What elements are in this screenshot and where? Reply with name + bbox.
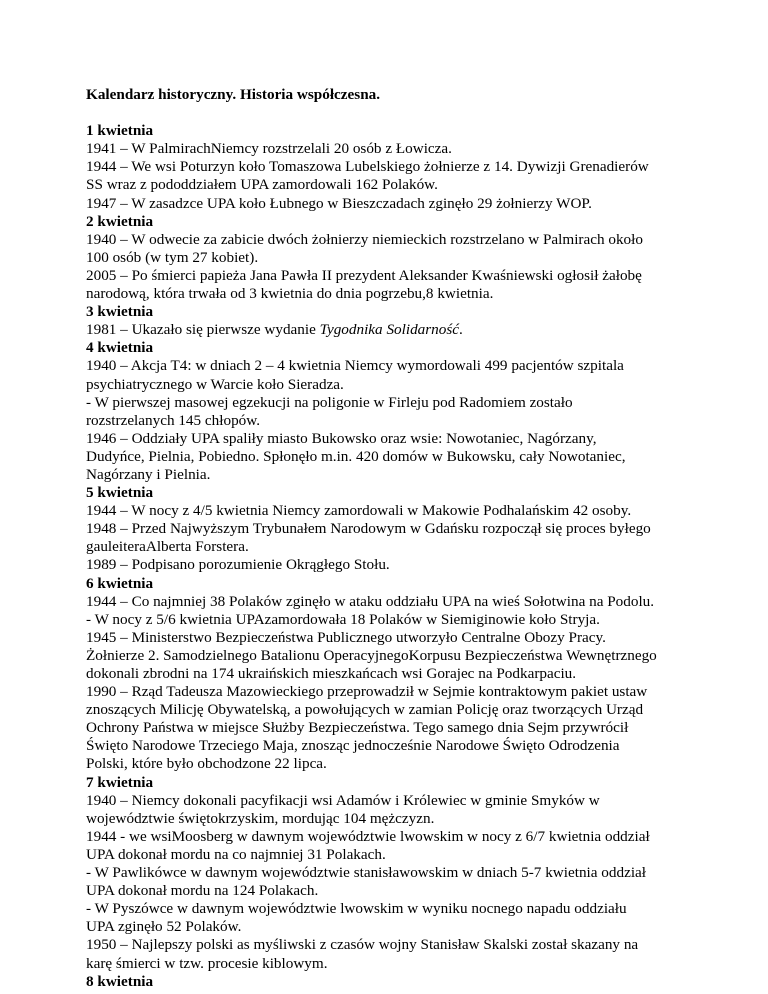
calendar-entry bbox=[86, 900, 726, 936]
entry-line: Święto Narodowe Trzeciego Maja, znosząc jednocześnie Narodowe Święto Odrodzenia bbox=[86, 737, 620, 755]
calendar-entry bbox=[86, 683, 726, 773]
entry-line: 1989 – Podpisano porozumienie Okrągłego Stołu. bbox=[86, 556, 390, 574]
entry-line: 100 osób (w tym 27 kobiet). bbox=[86, 248, 259, 266]
entry-line: 1944 – Co najmniej 38 Polaków zginęło w ataku oddziału UPA na wieś Sołotwina na Podolu. bbox=[86, 592, 655, 610]
entry-line: 1941 – W PalmirachNiemcy rozstrzelali 20 osób z Łowicza. bbox=[86, 140, 452, 158]
day-heading: 2 kwietnia bbox=[86, 212, 154, 230]
calendar-entry bbox=[86, 231, 726, 267]
calendar-entry bbox=[86, 936, 726, 972]
calendar-entry bbox=[86, 502, 726, 520]
entry-line: - W pierwszej masowej egzekucji na poligonie w Firleju pod Radomiem zostało bbox=[86, 393, 573, 411]
entry-line: 1950 – Najlepszy polski as myśliwski z czasów wojny Stanisław Skalski został skazany na bbox=[86, 936, 639, 954]
entry-line: narodową, która trwała od 3 kwietnia do dnia pogrzebu,8 kwietnia. bbox=[86, 285, 494, 303]
entry-line: 1946 – Oddziały UPA spaliły miasto Bukowsko oraz wsie: Nowotaniec, Nagórzany, bbox=[86, 429, 597, 447]
entry-line: Dudyńce, Pielnia, Pobiedno. Spłonęło m.in. 420 domów w Bukowsku, cały Nowotaniec, bbox=[86, 447, 626, 465]
entry-line: - W nocy z 5/6 kwietnia UPAzamordowała 18 Polaków w Siemiginowie koło Stryja. bbox=[86, 610, 600, 628]
entry-line: 1947 – W zasadzce UPA koło Łubnego w Bieszczadach zginęło 29 żołnierzy WOP. bbox=[86, 194, 592, 212]
calendar-entry bbox=[86, 158, 726, 194]
calendar-entry bbox=[86, 647, 726, 683]
calendar-entry bbox=[86, 430, 726, 484]
calendar-entry bbox=[86, 611, 726, 629]
entry-line: - W Pyszówce w dawnym województwie lwowskim w wyniku nocnego napadu oddziału bbox=[86, 900, 627, 918]
day-heading: 7 kwietnia bbox=[86, 773, 154, 791]
entry-line: gauleiteraAlberta Forstera. bbox=[86, 538, 249, 556]
entry-line: 1940 – Akcja T4: w dniach 2 – 4 kwietnia Niemcy wymordowali 499 pacjentów szpitala bbox=[86, 357, 624, 375]
entry-line: UPA dokonał mordu na co najmniej 31 Polakach. bbox=[86, 845, 386, 863]
entry-line: psychiatrycznego w Warcie koło Sieradza. bbox=[86, 375, 344, 393]
day-heading: 4 kwietnia bbox=[86, 339, 154, 357]
entry-line: Żołnierze 2. Samodzielnego Batalionu OperacyjnegoKorpusu Bezpieczeństwa Wewnętrznego bbox=[86, 646, 657, 664]
entry-line: znoszących Milicję Obywatelską, a powołujących w zamian Policję oraz tworzących Urząd bbox=[86, 701, 644, 719]
document-title: Kalendarz historyczny. Historia współczesna. bbox=[86, 86, 381, 103]
calendar-entry bbox=[86, 629, 726, 647]
calendar-entry bbox=[86, 792, 726, 828]
entry-line: 1940 – W odwecie za zabicie dwóch żołnierzy niemieckich rozstrzelano w Palmirach około bbox=[86, 230, 643, 248]
day-heading: 6 kwietnia bbox=[86, 574, 154, 592]
entry-text: . bbox=[459, 321, 463, 339]
calendar-content bbox=[86, 122, 726, 991]
entry-line: 1948 – Przed Najwyższym Trybunałem Narodowym w Gdańsku rozpoczął się proces byłego bbox=[86, 520, 651, 538]
calendar-entry bbox=[86, 864, 726, 900]
entry-line: 1944 – W nocy z 4/5 kwietnia Niemcy zamordowali w Makowie Podhalańskim 42 osoby. bbox=[86, 502, 632, 520]
day-heading: 8 kwietnia bbox=[86, 972, 154, 990]
entry-line: Polski, które było obchodzone 22 lipca. bbox=[86, 755, 327, 773]
entry-line: karę śmierci w tzw. procesie kiblowym. bbox=[86, 954, 328, 972]
entry-line: 1944 - we wsiMoosberg w dawnym województwie lwowskim w nocy z 6/7 kwietnia oddział bbox=[86, 827, 650, 845]
calendar-entry bbox=[86, 394, 726, 430]
day-heading: 3 kwietnia bbox=[86, 303, 154, 321]
entry-line: Ochrony Państwa w miejsce Służby Bezpieczeństwa. Tego samego dnia Sejm przywrócił bbox=[86, 719, 629, 737]
entry-line: Nagórzany i Pielnia. bbox=[86, 465, 211, 483]
entry-line: SS wraz z pododdziałem UPA zamordowali 162 Polaków. bbox=[86, 176, 438, 194]
calendar-entry bbox=[86, 357, 726, 393]
calendar-entry bbox=[86, 556, 726, 574]
entry-line: 1945 – Ministerstwo Bezpieczeństwa Publicznego utworzyło Centralne Obozy Pracy. bbox=[86, 628, 606, 646]
entry-line: 1940 – Niemcy dokonali pacyfikacji wsi Adamów i Królewiec w gminie Smyków w bbox=[86, 791, 600, 809]
entry-line: rozstrzelanych 145 chłopów. bbox=[86, 411, 261, 429]
calendar-entry bbox=[86, 267, 726, 303]
entry-line: UPA dokonał mordu na 124 Polakach. bbox=[86, 882, 319, 900]
entry-text: 1981 – Ukazało się pierwsze wydanie bbox=[86, 321, 320, 339]
calendar-entry bbox=[86, 140, 726, 158]
publication-title: Tygodnika Solidarność bbox=[319, 321, 460, 339]
entry-line: 2005 – Po śmierci papieża Jana Pawła II prezydent Aleksander Kwaśniewski ogłosił żałobę bbox=[86, 266, 642, 284]
entry-line: 1990 – Rząd Tadeusza Mazowieckiego przeprowadził w Sejmie kontraktowym pakiet ustaw bbox=[86, 683, 648, 701]
calendar-entry bbox=[86, 520, 726, 556]
entry-line: - W Pawlikówce w dawnym województwie stanisławowskim w dniach 5-7 kwietnia oddział bbox=[86, 864, 646, 882]
entry-line: dokonali zbrodni na 174 ukraińskich mieszkańcach wsi Gorajec na Podkarpaciu. bbox=[86, 665, 577, 682]
day-heading: 5 kwietnia bbox=[86, 484, 154, 502]
calendar-entry bbox=[86, 195, 726, 213]
calendar-entry bbox=[86, 828, 726, 864]
entry-line: UPA zginęło 52 Polaków. bbox=[86, 918, 242, 936]
entry-line: województwie świętokrzyskim, mordując 104 mężczyzn. bbox=[86, 809, 435, 827]
calendar-entry bbox=[86, 593, 726, 611]
day-heading: 1 kwietnia bbox=[86, 122, 154, 140]
entry-line: 1944 – We wsi Poturzyn koło Tomaszowa Lubelskiego żołnierze z 14. Dywizji Grenadierów bbox=[86, 158, 649, 176]
document-page bbox=[86, 86, 726, 991]
calendar-entry bbox=[86, 321, 726, 339]
